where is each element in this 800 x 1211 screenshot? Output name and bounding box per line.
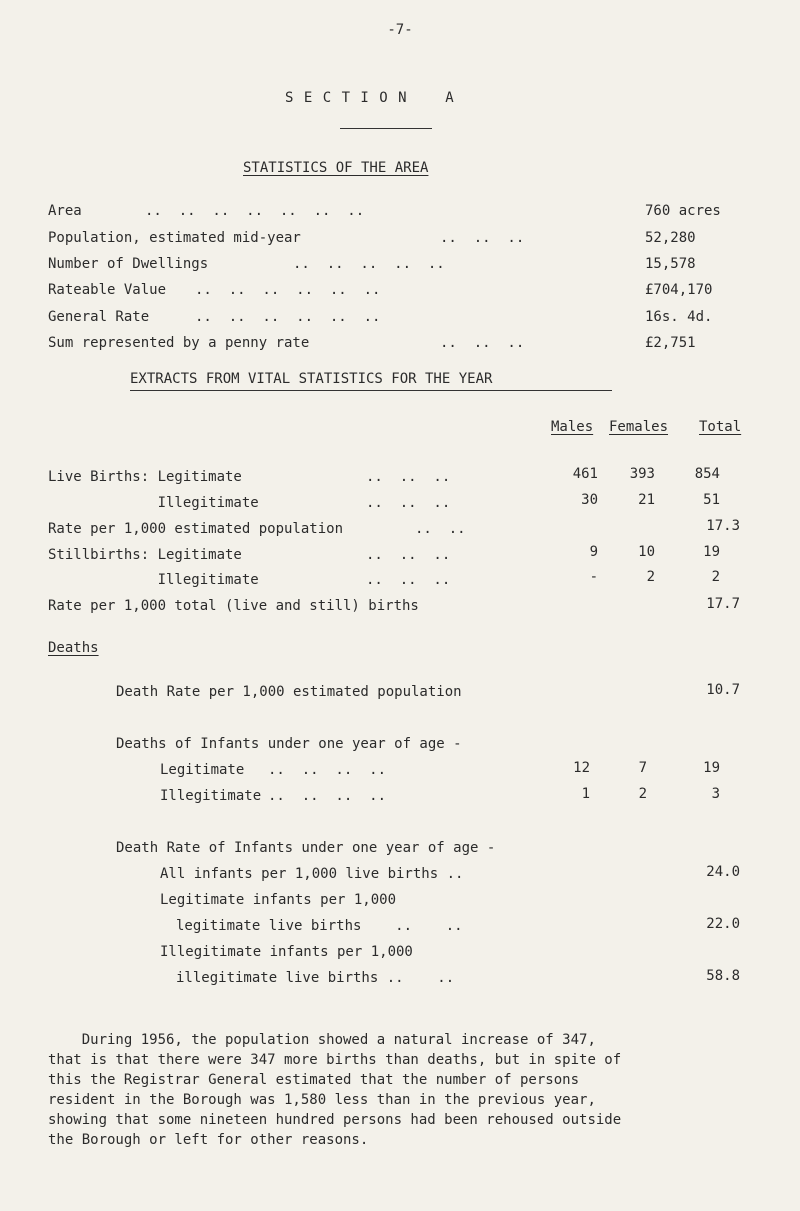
infant-rate-value: 22.0	[706, 916, 740, 932]
stat-dots: .. .. .. .. ..	[293, 256, 445, 272]
infant-males: 1	[581, 786, 590, 802]
stat-label: General Rate	[48, 309, 150, 325]
infant-total: 19	[703, 760, 720, 776]
stat-label: Population, estimated mid-year	[48, 230, 301, 246]
vital-males: 461	[572, 466, 598, 482]
stat-value: 52,280	[645, 230, 696, 246]
stat-dots: .. .. ..	[440, 230, 525, 246]
closing-paragraph	[48, 1030, 763, 1150]
paragraph-line: resident in the Borough was 1,580 less than in the previous year,	[48, 1092, 596, 1108]
column-females: Females	[609, 419, 669, 435]
vital-heading-underline	[130, 390, 612, 391]
vital-total: 51	[703, 492, 720, 508]
vital-row-label: Rate per 1,000 total (live and still) births	[48, 598, 419, 614]
vital-row-dots: .. ..	[415, 521, 466, 537]
paragraph-line: this the Registrar General estimated that the number of persons	[48, 1072, 580, 1088]
stat-value: 760 acres	[645, 203, 721, 219]
vital-females: 393	[629, 466, 655, 482]
vital-total: 2	[711, 569, 720, 585]
infant-rate-heading: Death Rate of Infants under one year of age -	[116, 840, 496, 856]
vital-females: 10	[638, 544, 655, 560]
death-rate-label: Death Rate per 1,000 estimated population	[116, 684, 462, 700]
infant-row-dots: .. .. .. ..	[268, 762, 387, 778]
vital-row-label: Live Births: Legitimate	[48, 469, 242, 485]
deaths-heading: Deaths	[48, 640, 99, 656]
page-number: -7-	[387, 22, 413, 38]
section-divider	[340, 128, 432, 129]
infant-females: 2	[638, 786, 647, 802]
infant-total: 3	[711, 786, 720, 802]
vital-row-dots: .. .. ..	[366, 469, 451, 485]
stat-value: £2,751	[645, 335, 696, 351]
infant-rate-value: 24.0	[706, 864, 740, 880]
stat-label: Sum represented by a penny rate	[48, 335, 310, 351]
vital-males: 9	[589, 544, 598, 560]
vital-females: 21	[638, 492, 655, 508]
vital-total: 17.3	[706, 518, 740, 534]
vital-males: -	[589, 569, 598, 585]
infant-rate-line: illegitimate live births .. ..	[176, 970, 455, 986]
vital-row-label: Stillbirths: Legitimate	[48, 547, 242, 563]
stat-label: Rateable Value	[48, 282, 167, 298]
vital-heading: EXTRACTS FROM VITAL STATISTICS FOR THE YEAR	[130, 371, 493, 387]
section-title: S E C T I O N A	[285, 90, 455, 106]
stat-label: Number of Dwellings	[48, 256, 209, 272]
column-males: Males	[551, 419, 594, 435]
stat-value: £704,170	[645, 282, 713, 298]
vital-row-dots: .. .. ..	[366, 495, 451, 511]
vital-row-label: Illegitimate	[48, 572, 259, 588]
stat-label: Area	[48, 203, 82, 219]
infant-row-label: Illegitimate	[160, 788, 262, 804]
infant-rate-line: All infants per 1,000 live births ..	[160, 866, 464, 882]
vital-males: 30	[581, 492, 598, 508]
paragraph-line: the Borough or left for other reasons.	[48, 1132, 369, 1148]
paragraph-line: showing that some nineteen hundred persons had been rehoused outside	[48, 1112, 622, 1128]
stat-dots: .. .. ..	[440, 335, 525, 351]
infant-rate-value: 58.8	[706, 968, 740, 984]
paragraph-line: During 1956, the population showed a natural increase of 347,	[48, 1032, 596, 1048]
stat-value: 15,578	[645, 256, 696, 272]
vital-row-label: Illegitimate	[48, 495, 259, 511]
infant-rate-line: Illegitimate infants per 1,000	[160, 944, 413, 960]
stat-dots: .. .. .. .. .. ..	[195, 282, 381, 298]
infant-rate-line: Legitimate infants per 1,000	[160, 892, 397, 908]
infant-row-label: Legitimate	[160, 762, 245, 778]
death-rate-value: 10.7	[706, 682, 740, 698]
infant-females: 7	[638, 760, 647, 776]
column-total: Total	[699, 419, 742, 435]
stat-dots: .. .. .. .. .. .. ..	[145, 203, 365, 219]
vital-row-dots: .. .. ..	[366, 572, 451, 588]
vital-row-dots: .. .. ..	[366, 547, 451, 563]
vital-females: 2	[646, 569, 655, 585]
vital-total: 19	[703, 544, 720, 560]
infant-deaths-heading: Deaths of Infants under one year of age -	[116, 736, 462, 752]
stat-value: 16s. 4d.	[645, 309, 713, 325]
infant-males: 12	[573, 760, 590, 776]
vital-total: 854	[694, 466, 720, 482]
infant-rate-line: legitimate live births .. ..	[176, 918, 463, 934]
statistics-heading: STATISTICS OF THE AREA	[243, 160, 429, 176]
paragraph-line: that is that there were 347 more births than deaths, but in spite of	[48, 1052, 622, 1068]
infant-row-dots: .. .. .. ..	[268, 788, 387, 804]
vital-total: 17.7	[706, 596, 740, 612]
stat-dots: .. .. .. .. .. ..	[195, 309, 381, 325]
vital-row-label: Rate per 1,000 estimated population	[48, 521, 344, 537]
